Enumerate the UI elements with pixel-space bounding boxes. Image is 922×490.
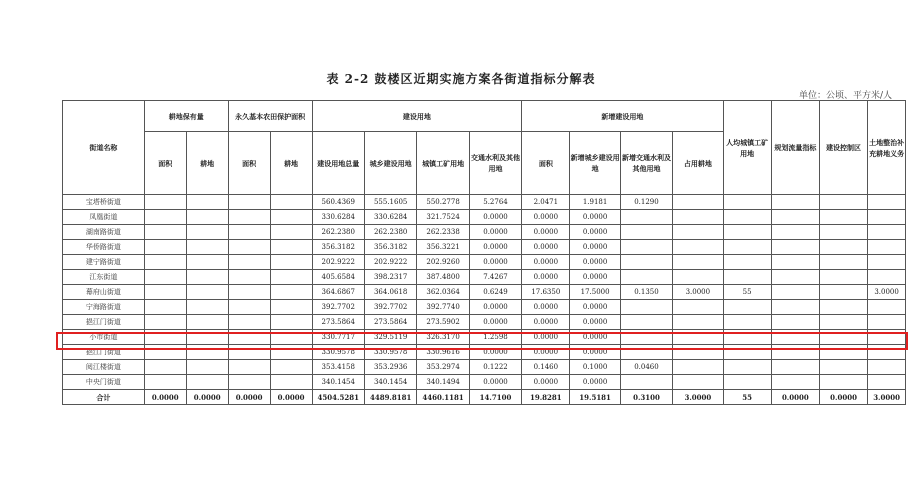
cell <box>186 285 228 300</box>
cell <box>228 300 270 315</box>
cell: 0.0000 <box>469 315 521 330</box>
cell <box>723 330 771 345</box>
cell <box>144 315 186 330</box>
cell: 2.0471 <box>522 195 570 210</box>
cell <box>771 270 819 285</box>
cell <box>620 345 672 360</box>
street-name: 湖南路街道 <box>63 225 145 240</box>
cell: 0.1290 <box>620 195 672 210</box>
table-row <box>63 210 906 225</box>
cell <box>144 255 186 270</box>
cell <box>868 330 906 345</box>
table-row <box>63 195 906 210</box>
cell <box>673 330 723 345</box>
cell: 14.7100 <box>469 390 521 405</box>
cell <box>186 210 228 225</box>
street-name: 幕府山街道 <box>63 285 145 300</box>
cell: 0.3100 <box>620 390 672 405</box>
cell: 262.2338 <box>417 225 469 240</box>
cell <box>673 255 723 270</box>
cell <box>186 225 228 240</box>
cell: 0.0000 <box>570 270 620 285</box>
cell: 0.0000 <box>144 390 186 405</box>
table-row <box>63 375 906 390</box>
cell <box>270 360 312 375</box>
table-row-highlighted <box>63 285 906 300</box>
cell <box>868 345 906 360</box>
cell: 0.0000 <box>819 390 867 405</box>
cell <box>620 330 672 345</box>
cell <box>819 315 867 330</box>
cell <box>144 210 186 225</box>
subheader-new-urban-rural: 新增城乡建设用地 <box>570 132 620 195</box>
cell <box>186 195 228 210</box>
cell: 4460.1181 <box>417 390 469 405</box>
cell: 0.0000 <box>570 315 620 330</box>
header-street: 街道名称 <box>63 101 145 195</box>
cell: 0.0000 <box>522 375 570 390</box>
table-row <box>63 315 906 330</box>
street-name: 华侨路街道 <box>63 240 145 255</box>
cell <box>673 300 723 315</box>
street-name: 中央门街道 <box>63 375 145 390</box>
cell <box>144 195 186 210</box>
cell: 3.0000 <box>673 285 723 300</box>
cell <box>771 195 819 210</box>
header-new-construction: 新增建设用地 <box>522 101 723 132</box>
subheader-occupied-arable: 占用耕地 <box>673 132 723 195</box>
cell: 3.0000 <box>868 390 906 405</box>
cell <box>673 360 723 375</box>
cell: 356.3221 <box>417 240 469 255</box>
subheader-urban-rural: 城乡建设用地 <box>364 132 416 195</box>
cell <box>144 375 186 390</box>
cell <box>186 330 228 345</box>
cell <box>819 375 867 390</box>
cell: 0.0000 <box>570 330 620 345</box>
cell: 356.3182 <box>312 240 364 255</box>
cell <box>771 375 819 390</box>
cell <box>868 315 906 330</box>
cell <box>819 210 867 225</box>
cell <box>819 345 867 360</box>
cell: 0.0000 <box>522 315 570 330</box>
cell <box>270 240 312 255</box>
cell: 329.5119 <box>364 330 416 345</box>
street-name: 宁海路街道 <box>63 300 145 315</box>
cell <box>270 285 312 300</box>
cell <box>868 270 906 285</box>
cell <box>868 210 906 225</box>
cell: 0.0000 <box>522 210 570 225</box>
cell: 0.0000 <box>570 210 620 225</box>
cell: 392.7740 <box>417 300 469 315</box>
cell: 0.1222 <box>469 360 521 375</box>
cell: 0.0000 <box>522 270 570 285</box>
cell: 392.7702 <box>364 300 416 315</box>
cell <box>819 270 867 285</box>
cell <box>723 240 771 255</box>
cell <box>620 270 672 285</box>
cell: 0.0000 <box>570 345 620 360</box>
cell <box>270 345 312 360</box>
cell: 19.8281 <box>522 390 570 405</box>
subheader-arable: 耕地 <box>186 132 228 195</box>
cell <box>186 270 228 285</box>
table-row <box>63 330 906 345</box>
cell: 362.0364 <box>417 285 469 300</box>
street-name: 宝塔桥街道 <box>63 195 145 210</box>
cell: 0.0000 <box>469 255 521 270</box>
cell: 7.4267 <box>469 270 521 285</box>
cell: 353.2974 <box>417 360 469 375</box>
cell: 0.0000 <box>570 255 620 270</box>
cell: 3.0000 <box>673 390 723 405</box>
cell: 0.0000 <box>570 240 620 255</box>
cell <box>270 195 312 210</box>
cell: 55 <box>723 390 771 405</box>
cell <box>144 270 186 285</box>
cell: 340.1494 <box>417 375 469 390</box>
cell <box>673 225 723 240</box>
cell <box>771 330 819 345</box>
cell: 0.0000 <box>570 300 620 315</box>
cell: 262.2380 <box>312 225 364 240</box>
cell <box>270 255 312 270</box>
street-name: 凤凰街道 <box>63 210 145 225</box>
cell <box>868 360 906 375</box>
cell <box>723 345 771 360</box>
cell: 330.7717 <box>312 330 364 345</box>
cell: 0.1000 <box>570 360 620 375</box>
cell <box>673 315 723 330</box>
subheader-area: 面积 <box>144 132 186 195</box>
cell: 0.1350 <box>620 285 672 300</box>
cell <box>186 345 228 360</box>
cell: 392.7702 <box>312 300 364 315</box>
cell: 364.0618 <box>364 285 416 300</box>
cell <box>620 375 672 390</box>
cell: 0.0000 <box>469 240 521 255</box>
cell <box>620 315 672 330</box>
cell <box>144 285 186 300</box>
cell <box>228 330 270 345</box>
table-row <box>63 300 906 315</box>
cell: 560.4369 <box>312 195 364 210</box>
cell: 3.0000 <box>868 285 906 300</box>
header-land-reclaim: 土地整治补充耕地义务 <box>868 101 906 195</box>
cell: 4504.5281 <box>312 390 364 405</box>
cell <box>723 360 771 375</box>
cell <box>270 315 312 330</box>
cell: 0.0000 <box>469 225 521 240</box>
cell <box>228 345 270 360</box>
cell <box>270 330 312 345</box>
total-row <box>63 390 906 405</box>
cell <box>771 225 819 240</box>
cell: 550.2778 <box>417 195 469 210</box>
cell: 1.9181 <box>570 195 620 210</box>
cell <box>771 345 819 360</box>
cell <box>270 375 312 390</box>
cell: 0.0000 <box>522 225 570 240</box>
cell: 5.2764 <box>469 195 521 210</box>
cell <box>673 210 723 225</box>
cell: 202.9260 <box>417 255 469 270</box>
cell <box>723 270 771 285</box>
cell <box>771 255 819 270</box>
cell <box>771 300 819 315</box>
cell: 0.0000 <box>522 330 570 345</box>
table-row <box>63 345 906 360</box>
cell: 387.4800 <box>417 270 469 285</box>
cell <box>228 255 270 270</box>
cell: 202.9222 <box>364 255 416 270</box>
cell <box>620 240 672 255</box>
cell: 273.5902 <box>417 315 469 330</box>
cell <box>723 315 771 330</box>
cell: 17.5000 <box>570 285 620 300</box>
cell <box>270 225 312 240</box>
cell <box>868 300 906 315</box>
street-name: 阅江楼街道 <box>63 360 145 375</box>
cell <box>186 240 228 255</box>
cell: 273.5864 <box>364 315 416 330</box>
subheader-arable: 耕地 <box>270 132 312 195</box>
cell <box>144 330 186 345</box>
cell: 0.0000 <box>186 390 228 405</box>
cell: 0.1460 <box>522 360 570 375</box>
cell <box>771 210 819 225</box>
street-name: 江东街道 <box>63 270 145 285</box>
cell <box>144 225 186 240</box>
unit-label: 单位：公顷、平方米/人 <box>798 91 892 101</box>
cell <box>270 300 312 315</box>
cell: 1.2598 <box>469 330 521 345</box>
cell <box>620 225 672 240</box>
cell <box>723 210 771 225</box>
subheader-area: 面积 <box>228 132 270 195</box>
cell <box>228 210 270 225</box>
cell <box>819 195 867 210</box>
cell <box>144 300 186 315</box>
cell <box>819 300 867 315</box>
cell <box>228 360 270 375</box>
cell <box>673 375 723 390</box>
cell: 330.6284 <box>364 210 416 225</box>
street-name: 挹江门街道 <box>63 315 145 330</box>
cell <box>673 195 723 210</box>
cell: 0.0000 <box>469 300 521 315</box>
cell <box>186 375 228 390</box>
cell: 555.1605 <box>364 195 416 210</box>
cell: 17.6350 <box>522 285 570 300</box>
table-row <box>63 360 906 375</box>
cell <box>819 255 867 270</box>
cell <box>620 210 672 225</box>
header-planned-flow: 规划流量指标 <box>771 101 819 195</box>
cell <box>771 360 819 375</box>
cell: 4489.8181 <box>364 390 416 405</box>
cell <box>228 315 270 330</box>
cell: 19.5181 <box>570 390 620 405</box>
cell <box>228 240 270 255</box>
cell: 340.1454 <box>312 375 364 390</box>
cell: 330.6284 <box>312 210 364 225</box>
table-title: 表 2-2 鼓楼区近期实施方案各街道指标分解表 <box>326 72 596 86</box>
cell <box>186 315 228 330</box>
cell <box>270 210 312 225</box>
cell: 0.0000 <box>469 210 521 225</box>
cell: 55 <box>723 285 771 300</box>
cell: 0.0000 <box>270 390 312 405</box>
cell <box>723 195 771 210</box>
header-farmland: 耕地保有量 <box>144 101 228 132</box>
cell <box>723 225 771 240</box>
cell <box>620 255 672 270</box>
cell <box>620 300 672 315</box>
cell: 0.0000 <box>522 240 570 255</box>
cell <box>673 270 723 285</box>
cell: 321.7524 <box>417 210 469 225</box>
street-name: 挹江门街道 <box>63 345 145 360</box>
cell <box>723 300 771 315</box>
cell: 202.9222 <box>312 255 364 270</box>
cell: 0.0460 <box>620 360 672 375</box>
street-name: 小市街道 <box>63 330 145 345</box>
cell <box>228 285 270 300</box>
cell <box>868 195 906 210</box>
cell: 0.0000 <box>469 345 521 360</box>
cell <box>723 255 771 270</box>
cell: 356.3182 <box>364 240 416 255</box>
subheader-total: 建设用地总量 <box>312 132 364 195</box>
cell: 0.0000 <box>522 345 570 360</box>
cell: 0.0000 <box>570 225 620 240</box>
cell: 0.0000 <box>522 300 570 315</box>
cell: 330.9578 <box>312 345 364 360</box>
cell <box>723 375 771 390</box>
cell <box>868 375 906 390</box>
cell <box>673 240 723 255</box>
table-row <box>63 270 906 285</box>
cell: 262.2380 <box>364 225 416 240</box>
table-row <box>63 240 906 255</box>
cell: 0.0000 <box>469 375 521 390</box>
subheader-transport: 交通水利及其他用地 <box>469 132 521 195</box>
cell <box>144 345 186 360</box>
header-control-zone: 建设控制区 <box>819 101 867 195</box>
header-basic-farmland: 永久基本农田保护面积 <box>228 101 312 132</box>
cell <box>228 195 270 210</box>
cell <box>819 225 867 240</box>
subheader-urban-mining: 城镇工矿用地 <box>417 132 469 195</box>
cell <box>186 300 228 315</box>
cell <box>270 270 312 285</box>
cell <box>819 360 867 375</box>
table-row <box>63 255 906 270</box>
cell: 0.0000 <box>522 255 570 270</box>
cell <box>144 240 186 255</box>
cell: 330.9616 <box>417 345 469 360</box>
cell: 405.6584 <box>312 270 364 285</box>
subheader-new-transport: 新增交通水利及其他用地 <box>620 132 672 195</box>
cell: 330.9578 <box>364 345 416 360</box>
cell <box>868 240 906 255</box>
subheader-area: 面积 <box>522 132 570 195</box>
cell <box>228 225 270 240</box>
table-row <box>63 225 906 240</box>
total-label: 合计 <box>63 390 145 405</box>
cell <box>228 270 270 285</box>
cell <box>771 315 819 330</box>
cell <box>228 375 270 390</box>
cell <box>186 255 228 270</box>
cell: 273.5864 <box>312 315 364 330</box>
cell <box>186 360 228 375</box>
indicator-table <box>62 100 906 405</box>
cell <box>771 240 819 255</box>
cell: 0.0000 <box>228 390 270 405</box>
cell <box>819 330 867 345</box>
cell: 340.1454 <box>364 375 416 390</box>
cell <box>144 360 186 375</box>
cell: 353.4158 <box>312 360 364 375</box>
cell: 0.6249 <box>469 285 521 300</box>
cell: 353.2936 <box>364 360 416 375</box>
cell: 364.6867 <box>312 285 364 300</box>
cell <box>771 285 819 300</box>
header-construction: 建设用地 <box>312 101 522 132</box>
header-per-capita: 人均城镇工矿用地 <box>723 101 771 195</box>
cell: 0.0000 <box>570 375 620 390</box>
cell <box>868 225 906 240</box>
cell <box>868 255 906 270</box>
cell <box>673 345 723 360</box>
cell <box>819 285 867 300</box>
cell: 398.2317 <box>364 270 416 285</box>
cell: 326.3170 <box>417 330 469 345</box>
cell: 0.0000 <box>771 390 819 405</box>
street-name: 建宁路街道 <box>63 255 145 270</box>
cell <box>819 240 867 255</box>
